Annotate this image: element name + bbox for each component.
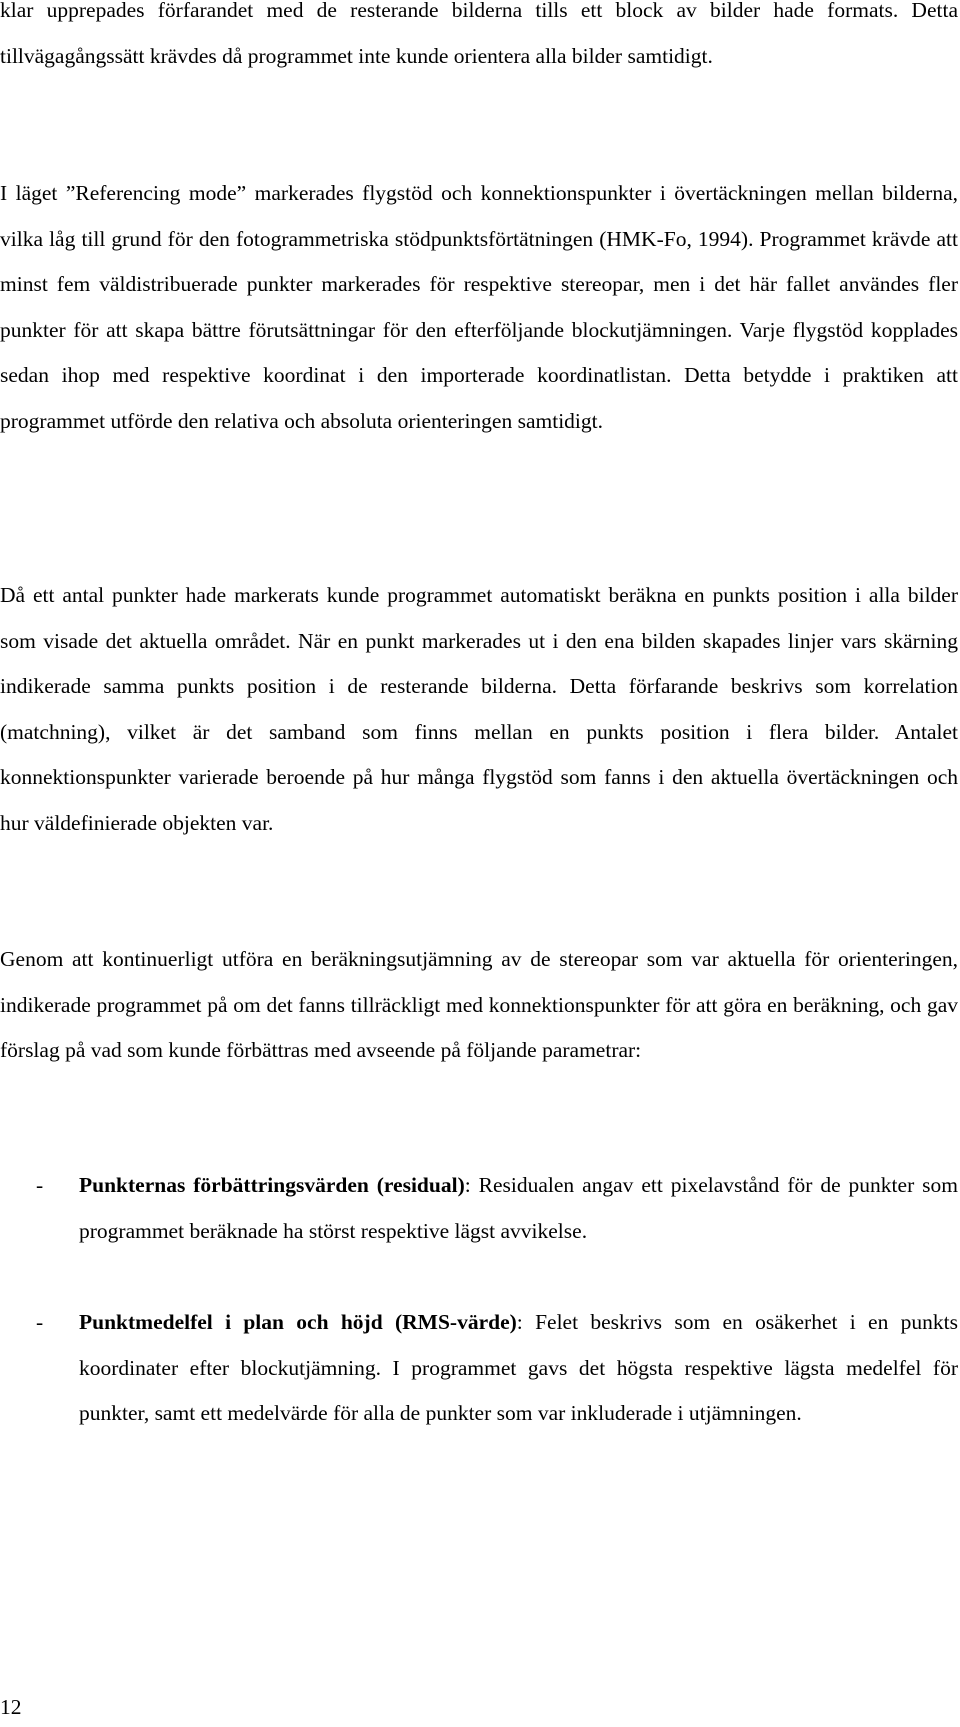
paragraph-1: klar upprepades förfarandet med de resterande bilderna tills ett block av bilder hade formats. Detta tillvägagångssätt krävdes då programmet inte kunde orientera alla bilder samtidigt. (0, 0, 958, 68)
list-item-term: Punkternas förbättringsvärden (residual) (79, 1173, 465, 1197)
page-number: 12 (0, 1695, 22, 1719)
list-item-separator: : (516, 1310, 523, 1334)
list-item-body (79, 1300, 958, 1437)
list-item-text: Felet beskrivs som en osäkerhet i en punkts koordinater efter blockutjämning. I programmet gavs det högsta respektive lägsta medelfel för punkter, samt ett medelvärde för alla de punkter som var inkluderade i utjämningen. (79, 1310, 959, 1426)
list-bullet-dash: - (36, 1173, 44, 1197)
list-item-separator: : (464, 1173, 471, 1197)
list-item-text: Residualen angav ett pixelavstånd för de punkter som programmet beräknade ha störst respektive lägst avvikelse. (79, 1173, 958, 1243)
list-item-term: Punktmedelfel i plan och höjd (RMS-värde) (79, 1310, 517, 1334)
paragraph-3: Då ett antal punkter hade markerats kunde programmet automatiskt beräkna en punkts position i alla bilder som visade det aktuella området. När en punkt markerades ut i den ena bilden skapades linjer vars skärning indikerade samma punkts position i de resterande bilderna. Detta förfarande beskrivs som korrelation (matchning), vilket är det samband som finns mellan en punkts position i flera bilder. Antalet konnektionspunkter varierade beroende på hur många flygstöd som fanns i den aktuella övertäckningen och hur väldefinierade objekten var. (0, 583, 958, 835)
list-item-body (79, 1163, 958, 1254)
paragraph-4: Genom att kontinuerligt utföra en beräkningsutjämning av de stereopar som var aktuella för orienteringen, indikerade programmet på om det fanns tillräckligt med konnektionspunkter för att göra en beräkning, och gav förslag på vad som kunde förbättras med avseende på följande parametrar: (0, 947, 958, 1063)
list-bullet-dash: - (36, 1310, 44, 1334)
paragraph-2: I läget ”Referencing mode” markerades flygstöd och konnektionspunkter i övertäckningen mellan bilderna, vilka låg till grund för den fotogrammetriska stödpunktsförtätningen (HMK-Fo, 1994). Programmet krävde att minst fem väldistribuerade punkter markerades för respektive stereopar, men i det här fallet användes fler punkter för att skapa bättre förutsättningar för den efterföljande blockutjämningen. Varje flygstöd kopplades sedan ihop med respektive koordinat i den importerade koordinatlistan. Detta betydde i praktiken att programmet utförde den relativa och absoluta orienteringen samtidigt. (0, 181, 958, 433)
